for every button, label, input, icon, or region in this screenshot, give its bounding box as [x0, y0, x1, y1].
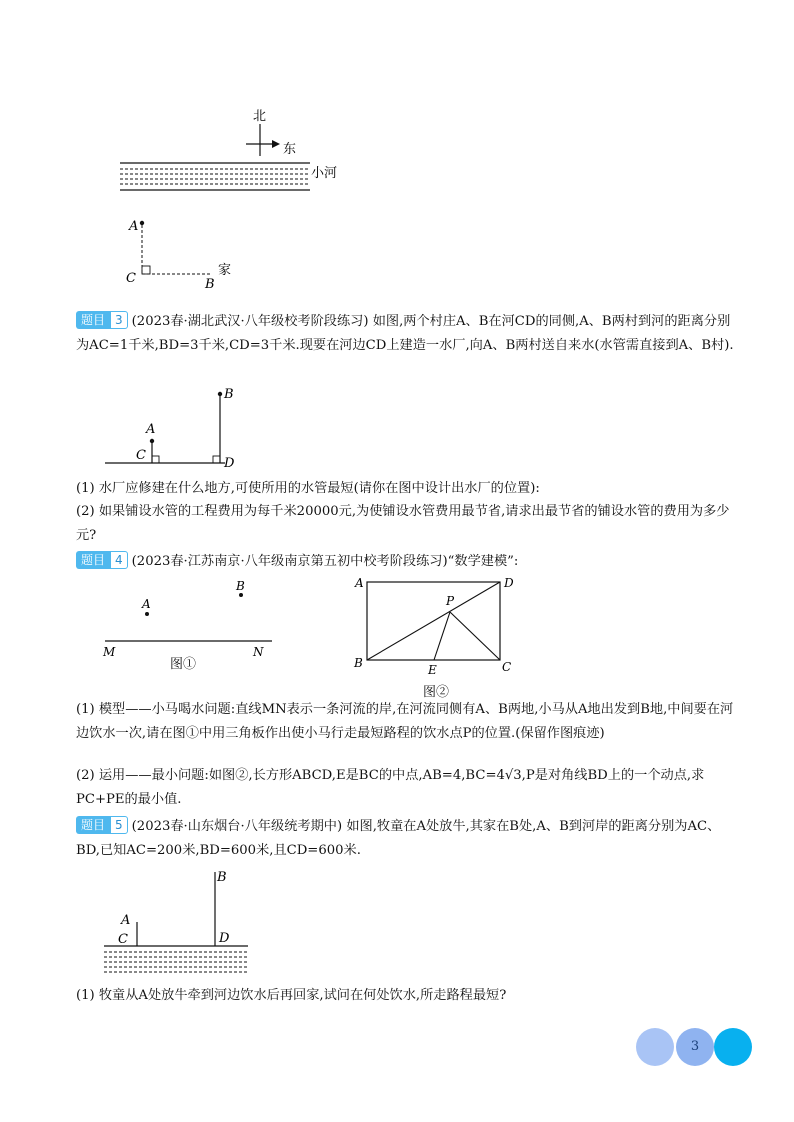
page-number: 3 [690, 1039, 700, 1054]
problem4-figure2-caption: 图② [423, 685, 450, 700]
north-label: 北 [253, 109, 267, 124]
page-number-badge [636, 1028, 752, 1066]
problem4-question1: (1) 模型——小马喝水问题:直线MN表示一条河流的岸,在河流同侧有A、B两地,小马从A地出发到B地,中间要在河边饮水一次,请在图①中用三角板作出使小马行走最短路程的饮水点P的位置.(保留作图痕迹) [76, 702, 734, 741]
problem3-tag: 题目 3 [76, 311, 128, 329]
p4f1-label-b: B [236, 579, 245, 593]
p4f2-label-b: B [354, 656, 363, 670]
problem3-question1: (1) 水厂应修建在什么地方,可使所用的水管最短(请你在图中设计出水厂的位置): [76, 481, 540, 496]
p5-label-a: A [121, 913, 131, 928]
problem3-question2: (2) 如果铺设水管的工程费用为每千米20000元,为使铺设水管费用最节省,请求出最节省的铺设水管的费用为多少元? [76, 504, 730, 543]
p5-label-d: D [219, 931, 230, 946]
p4f1-label-a: A [142, 597, 151, 611]
p4f2-label-e: E [428, 663, 437, 677]
p3-label-c: C [136, 448, 146, 463]
p4f2-label-c: C [502, 660, 512, 674]
p3-label-a: A [146, 422, 156, 437]
point-c-label: C [126, 271, 136, 286]
home-label: 家 [218, 263, 232, 278]
problem3-statement: 题目 3 (2023春·湖北武汉·八年级校考阶段练习) 如图,两个村庄A、B在河CD的同侧,A、B两村到河的距离分别为AC=1千米,BD=3千米,CD=3千米.现要在河边CD上建造一水厂,向A、B两村送自来水(水管需直接到A、B村). [76, 313, 734, 353]
problem5-statement: 题目 5 (2023春·山东烟台·八年级统考期中) 如图,牧童在A处放牛,其家在B处,A、B到河岸的距离分别为AC、BD,已知AC=200米,BD=600米,且CD=600米. [76, 818, 721, 858]
p4f2-label-a: A [355, 576, 364, 590]
point-a-label: A [129, 219, 139, 234]
problem5-figure [100, 864, 260, 984]
p4f1-label-n: N [253, 645, 264, 659]
problem4-tag: 题目 4 [76, 551, 128, 569]
river-map-figure [110, 100, 370, 300]
problem5-question1: (1) 牧童从A处放牛牵到河边饮水后再回家,试问在何处饮水,所走路程最短? [76, 988, 507, 1003]
p5-label-c: C [118, 932, 128, 947]
p3-label-b: B [224, 387, 234, 402]
problem5-tag: 题目 5 [76, 816, 128, 834]
pager-dot-left [636, 1028, 674, 1066]
river-label: 小河 [311, 166, 338, 181]
p4f1-label-m: M [103, 645, 116, 659]
pager-dot-right [714, 1028, 752, 1066]
p4f2-label-d: D [504, 576, 514, 590]
east-label: 东 [283, 142, 297, 157]
problem3-figure [100, 380, 260, 480]
p3-label-d: D [224, 456, 235, 471]
problem4-statement: 题目 4 (2023春·江苏南京·八年级南京第五初中校考阶段练习)“数学建模”: [76, 550, 740, 574]
p4f2-label-p: P [446, 594, 455, 608]
problem4-figure1 [100, 578, 280, 658]
point-b-label: B [205, 277, 215, 292]
problem4-question2: (2) 运用——最小问题:如图②,长方形ABCD,E是BC的中点,AB=4,BC=4√3,P是对角线BD上的一个动点,求PC+PE的最小值. [76, 768, 705, 807]
p5-label-b: B [217, 870, 227, 885]
problem4-figure1-caption: 图① [170, 657, 197, 672]
problem4-figure2 [350, 574, 530, 684]
